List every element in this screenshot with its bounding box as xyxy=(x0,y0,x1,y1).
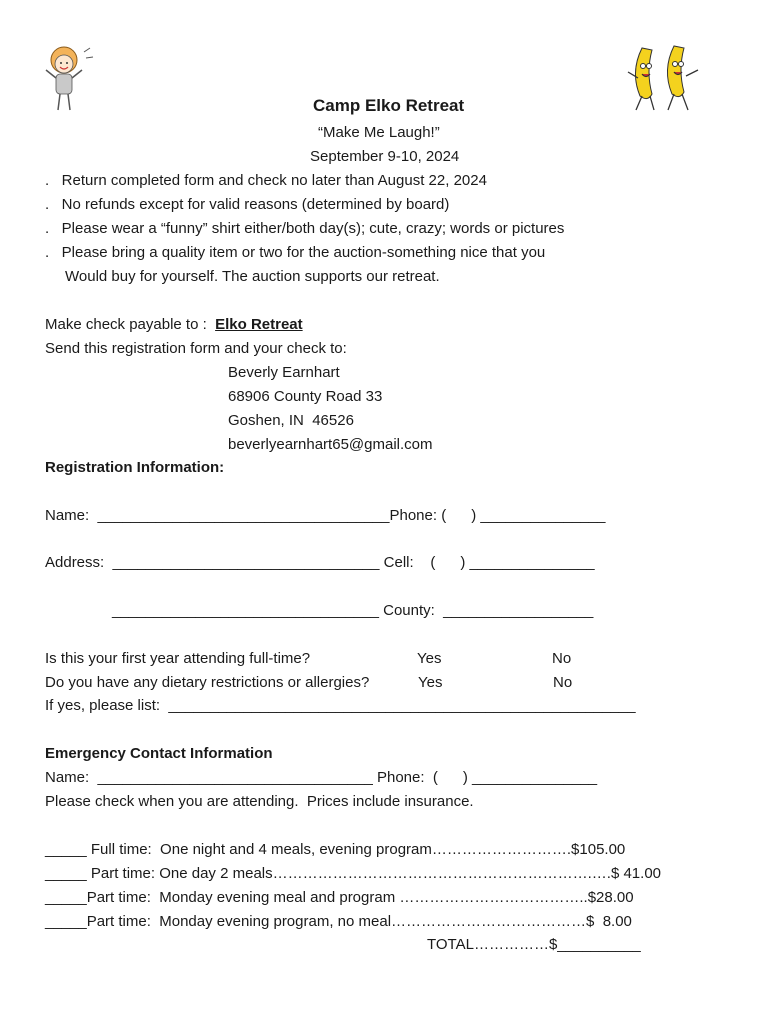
dietary-no-option[interactable]: No xyxy=(553,674,573,691)
first-year-no-option[interactable]: No xyxy=(552,650,572,667)
instruction-item: . No refunds except for valid reasons (determined by board) xyxy=(45,196,450,213)
option-part-time-day[interactable]: _____ Part time: One day 2 meals……………………………………………………….….$ 41.00 xyxy=(45,865,662,882)
dietary-question: Do you have any dietary restrictions or allergies? xyxy=(45,674,370,691)
first-year-question: Is this your first year attending full-time? xyxy=(45,650,311,667)
address-cell-field[interactable]: Address: ________________________________ Cell: ( ) _______________ xyxy=(45,554,595,571)
event-dates: September 9-10, 2024 xyxy=(310,148,460,165)
send-instructions: Send this registration form and your check to: xyxy=(45,340,347,357)
mail-address-line: Goshen, IN 46526 xyxy=(228,412,354,429)
address-county-field[interactable]: ________________________________ County: __________________ xyxy=(112,602,594,619)
name-phone-field[interactable]: Name: ___________________________________Phone: ( ) _______________ xyxy=(45,507,606,524)
mail-address-line: Beverly Earnhart xyxy=(228,364,340,381)
instruction-item: . Please bring a quality item or two for the auction-something nice that you xyxy=(45,244,546,261)
option-part-time-evening-no-meal[interactable]: _____Part time: Monday evening program, no meal…………………………………$ 8.00 xyxy=(45,913,632,930)
instruction-item: . Return completed form and check no later than August 22, 2024 xyxy=(45,172,487,189)
contact-email: beverlyearnhart65@gmail.com xyxy=(228,436,433,453)
dancing-bananas-clipart xyxy=(624,42,704,114)
dietary-list-field[interactable]: If yes, please list: ________________________________________________________ xyxy=(45,697,636,714)
option-full-time[interactable]: _____ Full time: One night and 4 meals, evening program……………………….$105.00 xyxy=(45,841,626,858)
payable-line xyxy=(45,315,303,335)
emergency-heading: Emergency Contact Information xyxy=(45,745,273,762)
payable-label: Make check payable to : xyxy=(45,316,216,333)
registration-heading: Registration Information: xyxy=(45,459,225,476)
page-title: Camp Elko Retreat xyxy=(313,96,465,115)
mail-address-line: 68906 County Road 33 xyxy=(228,388,383,405)
total-field[interactable]: TOTAL……………$__________ xyxy=(427,936,641,953)
first-year-yes-option[interactable]: Yes xyxy=(417,650,442,667)
option-part-time-evening-meal[interactable]: _____Part time: Monday evening meal and program ………………………………..$28.00 xyxy=(45,889,634,906)
theme-subtitle: “Make Me Laugh!” xyxy=(318,124,440,141)
instruction-continuation: Would buy for yourself. The auction supports our retreat. xyxy=(65,268,440,285)
laughing-girl-clipart xyxy=(40,42,100,114)
payee-name: Elko Retreat xyxy=(215,316,303,333)
attendance-instructions: Please check when you are attending. Prices include insurance. xyxy=(45,793,474,810)
emergency-name-phone-field[interactable]: Name: _________________________________ Phone: ( ) _______________ xyxy=(45,769,598,786)
instruction-item: . Please wear a “funny” shirt either/both day(s); cute, crazy; words or pictures xyxy=(45,220,565,237)
dietary-yes-option[interactable]: Yes xyxy=(418,674,443,691)
